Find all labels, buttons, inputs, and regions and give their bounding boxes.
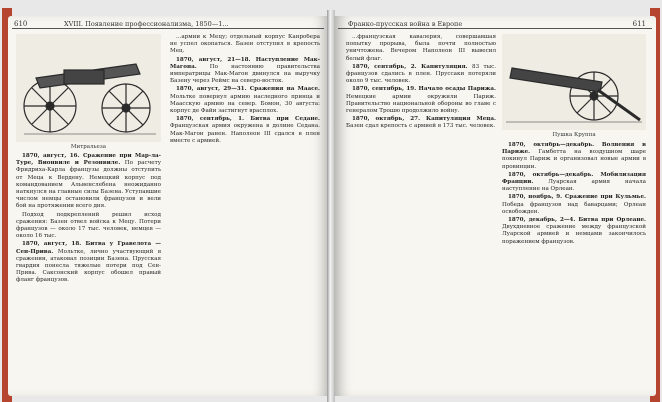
krupp-cannon-drawing — [502, 34, 646, 130]
entry-text: Немецкие армии окружили Париж. Правительство национальной обороны во главе с генералом Трошю продолжило войну. — [346, 93, 496, 115]
entry-text: ...армии к Мецу; отдельный корпус Канробера не успел окопаться. Базен отступил в крепость Мец. — [170, 34, 320, 55]
entry — [502, 172, 646, 194]
krupp-cannon-illustration — [502, 34, 646, 130]
entry-text: Мольтке, лично участвующий в сражении, атаковал позиции Базена. Прусская гвардия понесла тяжелые потери под Сен-Прива. Саксонский корпус обошел правый фланг французов. — [16, 248, 161, 284]
illustration-caption: Пушка Круппа — [552, 132, 596, 138]
entry — [16, 153, 161, 211]
entry-heading: 1870, сентябрь, 19. Начало осады Парижа. — [352, 86, 496, 93]
entry-heading: 1870, сентябрь, 1. Битва при Седане. — [176, 116, 320, 123]
entry-text: По расчету Фридриха-Карла французы должны отступить от Меца к Вердену. Немецкий корпус под командованием Альвенслебена неожиданно наткнулся на главные силы Базена. Уступавшие числом немцы остановили французов и вели бой на протяжении всего дня. — [16, 160, 161, 210]
entry-heading: 1870, ноябрь, 9. Сражение при Кульмье. — [508, 194, 646, 201]
running-head-title: XVIII. Появление профессионализма, 1850—1... — [64, 20, 229, 28]
entry — [170, 86, 320, 115]
entry-text: Гамбетта на воздушном шаре покинул Париж и организовал новые армии в провинции. — [502, 149, 646, 170]
left-page-column-2 — [170, 34, 320, 392]
entry — [346, 86, 496, 115]
entry-heading: 1870, август, 21—18. Наступление Мак-Магона. — [170, 56, 320, 70]
entry-heading: 1870, декабрь, 2—4. Битва при Орлеане. — [508, 217, 646, 224]
right-page-column-1 — [346, 34, 496, 392]
running-head-title: Франко-прусская война в Европе — [348, 20, 463, 28]
right-page — [334, 16, 656, 396]
entry — [170, 34, 320, 56]
entry — [346, 64, 496, 86]
entry-text: Победа французов над баварцами; Орлеан освобожден. — [502, 201, 646, 215]
right-page-column-2 — [502, 142, 646, 392]
entry-heading: 1870, август, 18. Битва у Гравелота — Сен-Прива. — [16, 241, 161, 255]
entry — [16, 241, 161, 284]
entry — [346, 34, 496, 63]
entry-text: По настоянию правительства императрицы Мак-Магон двинулся на выручку Базену через Реймс на северо-восток. — [170, 63, 320, 85]
entry-text: Французская армия окружена в долине Седана. Мак-Магон ранен. Наполеон III сдался в плен вместе с армией. — [170, 123, 320, 144]
entry-heading: 1870, сентябрь, 2. Капитуляция. — [352, 63, 468, 70]
illustration-caption: Митральеза — [70, 144, 107, 150]
entry-heading: 1870, октябрь—декабрь. Мобилизация Франции. — [502, 171, 646, 186]
entry-text: Базен сдал крепость с армией в 173 тыс. человек. — [346, 123, 496, 130]
entry-heading: 1870, октябрь, 27. Капитуляция Меца. — [352, 116, 496, 123]
entry-heading: 1870, октябрь—декабрь. Волнения в Париже. — [502, 142, 646, 156]
page-number: 610 — [14, 20, 28, 28]
entry-text: Двухдневное сражение между французской Луарской армией и немцами закончилось поражением французов. — [502, 224, 646, 245]
entry — [502, 217, 646, 246]
entry-text: Мольтке повернул армию наследного принца и Маасскую армию на север. Бомон, 30 августа: корпус де Файи застигнут врасплох. — [170, 93, 320, 115]
left-page-column-1 — [16, 153, 161, 393]
mitrailleuse-drawing — [16, 34, 161, 142]
entry — [502, 194, 646, 216]
entry — [170, 57, 320, 86]
entry — [16, 212, 161, 241]
entry — [170, 116, 320, 145]
left-page — [8, 16, 328, 396]
entry-text: 83 тыс. французов сдались в плен. Пруссаки потеряли около 9 тыс. человек. — [346, 63, 496, 85]
mitrailleuse-illustration — [16, 34, 161, 142]
header-rule — [338, 28, 652, 29]
entry — [346, 116, 496, 130]
entry-text: ...французская кавалерия, совершавшая попытку прорыва, была почти полностью уничтожена. Вечером Наполеон III вывесил белый флаг. — [346, 34, 496, 62]
header-rule — [12, 28, 324, 29]
page-number: 611 — [632, 20, 646, 28]
entry-text: Луарская армия начала наступление на Орлеан. — [502, 179, 646, 193]
entry-heading: 1870, август, 16. Сражение при Мар-ла-Туре, Вионвиле и Резонвиле. — [16, 153, 161, 167]
entry — [502, 142, 646, 171]
entry-text: Подход подкреплений решил исход сражения: Базен отвел войска к Мецу. Потери французов — около 17 тыс. человек, немцев — около 16 тыс. — [16, 211, 161, 240]
entry-heading: 1870, август, 29—31. Сражения на Маасе. — [176, 86, 320, 93]
